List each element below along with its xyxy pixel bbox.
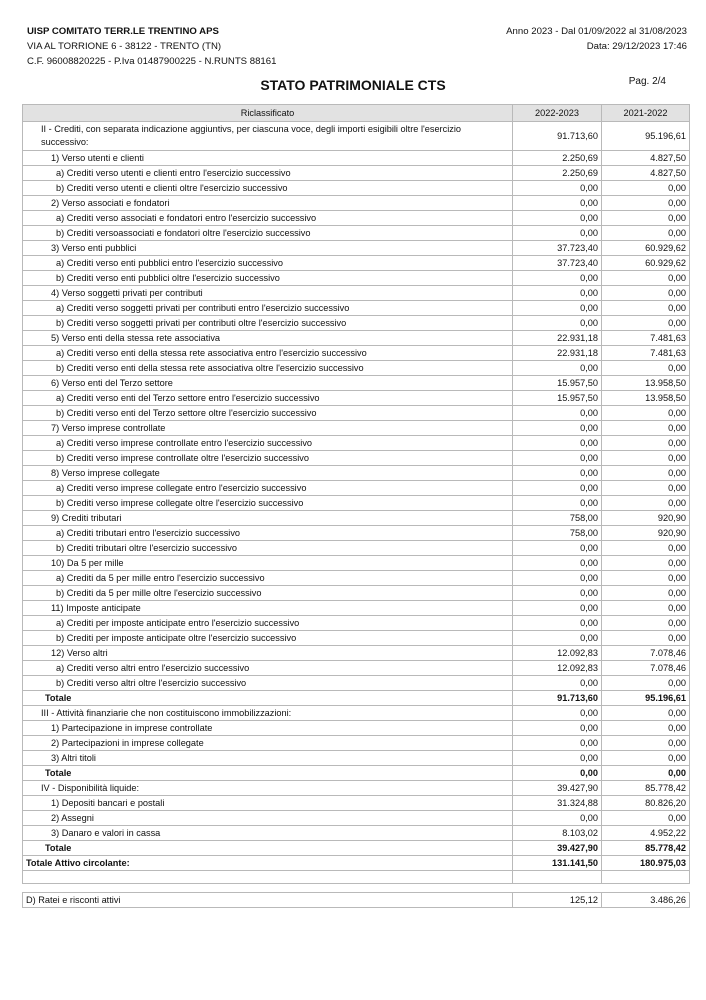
row-label: b) Crediti da 5 per mille oltre l'esercizio successivo xyxy=(23,586,513,601)
table-row xyxy=(23,721,690,736)
value-2022-2023: 758,00 xyxy=(513,511,602,526)
table-row xyxy=(23,286,690,301)
value-2021-2022: 0,00 xyxy=(602,601,690,616)
row-label xyxy=(23,884,513,893)
table-row xyxy=(23,496,690,511)
row-label: a) Crediti verso enti pubblici entro l'esercizio successivo xyxy=(23,256,513,271)
table-total-row xyxy=(23,691,690,706)
row-label: 4) Verso soggetti privati per contributi xyxy=(23,286,513,301)
value-2021-2022: 0,00 xyxy=(602,736,690,751)
value-2022-2023: 0,00 xyxy=(513,811,602,826)
table-row xyxy=(23,211,690,226)
row-label: b) Crediti verso imprese collegate oltre l'esercizio successivo xyxy=(23,496,513,511)
value-2021-2022: 0,00 xyxy=(602,196,690,211)
value-2022-2023: 39.427,90 xyxy=(513,841,602,856)
organization-name: UISP COMITATO TERR.LE TRENTINO APS xyxy=(27,26,219,37)
table-row xyxy=(23,796,690,811)
column-header-current-year: 2022-2023 xyxy=(513,105,602,122)
row-label: Totale xyxy=(23,841,513,856)
value-2022-2023: 0,00 xyxy=(513,271,602,286)
value-2022-2023: 22.931,18 xyxy=(513,346,602,361)
value-2022-2023: 0,00 xyxy=(513,481,602,496)
value-2022-2023: 0,00 xyxy=(513,436,602,451)
row-label: b) Crediti verso imprese controllate oltre l'esercizio successivo xyxy=(23,451,513,466)
row-label: b) Crediti verso soggetti privati per contributi oltre l'esercizio successivo xyxy=(23,316,513,331)
table-row xyxy=(23,331,690,346)
row-label: 5) Verso enti della stessa rete associativa xyxy=(23,331,513,346)
value-2022-2023: 37.723,40 xyxy=(513,241,602,256)
table-row xyxy=(23,241,690,256)
row-label: a) Crediti verso soggetti privati per contributi entro l'esercizio successivo xyxy=(23,301,513,316)
value-2021-2022: 0,00 xyxy=(602,571,690,586)
value-2021-2022: 0,00 xyxy=(602,496,690,511)
value-2022-2023: 22.931,18 xyxy=(513,331,602,346)
value-2022-2023: 31.324,88 xyxy=(513,796,602,811)
row-label: Totale Attivo circolante: xyxy=(23,856,513,871)
value-2021-2022 xyxy=(602,884,690,893)
table-total-row xyxy=(23,766,690,781)
row-label: 2) Verso associati e fondatori xyxy=(23,196,513,211)
table-header-row xyxy=(23,105,690,122)
value-2022-2023: 12.092,83 xyxy=(513,646,602,661)
row-label: II - Crediti, con separata indicazione aggiuntivs, per ciascuna voce, degli importi esigibili oltre l'esercizio successivo: xyxy=(23,122,513,151)
value-2022-2023: 0,00 xyxy=(513,571,602,586)
table-row xyxy=(23,346,690,361)
organization-header xyxy=(27,24,276,69)
row-label: 8) Verso imprese collegate xyxy=(23,466,513,481)
row-label: a) Crediti verso utenti e clienti entro l'esercizio successivo xyxy=(23,166,513,181)
row-label: a) Crediti tributari entro l'esercizio successivo xyxy=(23,526,513,541)
value-2021-2022: 0,00 xyxy=(602,811,690,826)
table-row xyxy=(23,631,690,646)
value-2022-2023: 0,00 xyxy=(513,631,602,646)
row-label: a) Crediti da 5 per mille entro l'esercizio successivo xyxy=(23,571,513,586)
value-2021-2022: 0,00 xyxy=(602,721,690,736)
table-row xyxy=(23,884,690,893)
value-2022-2023: 0,00 xyxy=(513,316,602,331)
table-row xyxy=(23,421,690,436)
row-label: 3) Danaro e valori in cassa xyxy=(23,826,513,841)
row-label: a) Crediti verso associati e fondatori entro l'esercizio successivo xyxy=(23,211,513,226)
report-date: Data: 29/12/2023 17:46 xyxy=(586,41,687,52)
table-row xyxy=(23,571,690,586)
table-row xyxy=(23,586,690,601)
value-2021-2022: 0,00 xyxy=(602,286,690,301)
value-2021-2022: 0,00 xyxy=(602,766,690,781)
value-2022-2023: 0,00 xyxy=(513,586,602,601)
row-label: b) Crediti verso altri oltre l'esercizio successivo xyxy=(23,676,513,691)
value-2022-2023: 0,00 xyxy=(513,766,602,781)
table-row xyxy=(23,676,690,691)
table-row xyxy=(23,661,690,676)
value-2021-2022: 0,00 xyxy=(602,586,690,601)
page-number: Pag. 2/4 xyxy=(628,76,666,87)
table-row xyxy=(23,316,690,331)
value-2021-2022: 85.778,42 xyxy=(602,841,690,856)
row-label: b) Crediti verso enti pubblici oltre l'esercizio successivo xyxy=(23,271,513,286)
value-2022-2023: 2.250,69 xyxy=(513,166,602,181)
value-2021-2022: 13.958,50 xyxy=(602,376,690,391)
row-label: 3) Altri titoli xyxy=(23,751,513,766)
table-row xyxy=(23,451,690,466)
row-label: a) Crediti per imposte anticipate entro l'esercizio successivo xyxy=(23,616,513,631)
value-2022-2023: 0,00 xyxy=(513,181,602,196)
row-label: IV - Disponibilità liquide: xyxy=(23,781,513,796)
table-row xyxy=(23,736,690,751)
table-row xyxy=(23,271,690,286)
value-2021-2022: 0,00 xyxy=(602,466,690,481)
table-row xyxy=(23,811,690,826)
value-2022-2023: 91.713,60 xyxy=(513,691,602,706)
value-2022-2023: 15.957,50 xyxy=(513,391,602,406)
value-2022-2023 xyxy=(513,884,602,893)
row-label: b) Crediti per imposte anticipate oltre l'esercizio successivo xyxy=(23,631,513,646)
row-label xyxy=(23,871,513,884)
table-row xyxy=(23,376,690,391)
value-2021-2022: 0,00 xyxy=(602,211,690,226)
row-label: 2) Assegni xyxy=(23,811,513,826)
table-row xyxy=(23,481,690,496)
table-row xyxy=(23,871,690,884)
row-label: 1) Verso utenti e clienti xyxy=(23,151,513,166)
row-label: b) Crediti verso enti della stessa rete associativa oltre l'esercizio successivo xyxy=(23,361,513,376)
row-label: 7) Verso imprese controllate xyxy=(23,421,513,436)
value-2022-2023: 2.250,69 xyxy=(513,151,602,166)
value-2022-2023: 0,00 xyxy=(513,601,602,616)
row-label: III - Attività finanziarie che non costituiscono immobilizzazioni: xyxy=(23,706,513,721)
value-2021-2022: 0,00 xyxy=(602,616,690,631)
row-label: 2) Partecipazioni in imprese collegate xyxy=(23,736,513,751)
value-2022-2023: 0,00 xyxy=(513,556,602,571)
value-2022-2023: 0,00 xyxy=(513,406,602,421)
value-2022-2023: 0,00 xyxy=(513,451,602,466)
value-2021-2022: 0,00 xyxy=(602,556,690,571)
table-row xyxy=(23,751,690,766)
value-2022-2023: 0,00 xyxy=(513,286,602,301)
value-2021-2022: 0,00 xyxy=(602,706,690,721)
value-2022-2023: 0,00 xyxy=(513,421,602,436)
page-title: STATO PATRIMONIALE CTS xyxy=(260,77,446,93)
row-label: Totale xyxy=(23,766,513,781)
value-2021-2022: 3.486,26 xyxy=(602,893,690,908)
table-row xyxy=(23,196,690,211)
value-2021-2022: 0,00 xyxy=(602,181,690,196)
table-row xyxy=(23,706,690,721)
value-2021-2022: 7.078,46 xyxy=(602,646,690,661)
value-2022-2023: 0,00 xyxy=(513,301,602,316)
value-2021-2022: 0,00 xyxy=(602,451,690,466)
value-2022-2023: 0,00 xyxy=(513,466,602,481)
value-2021-2022: 0,00 xyxy=(602,406,690,421)
row-label: 11) Imposte anticipate xyxy=(23,601,513,616)
row-label: a) Crediti verso imprese collegate entro l'esercizio successivo xyxy=(23,481,513,496)
table-row xyxy=(23,301,690,316)
organization-address: VIA AL TORRIONE 6 - 38122 - TRENTO (TN) xyxy=(27,41,222,52)
table-row xyxy=(23,361,690,376)
value-2021-2022: 920,90 xyxy=(602,526,690,541)
row-label: b) Crediti verso utenti e clienti oltre l'esercizio successivo xyxy=(23,181,513,196)
table-total-row xyxy=(23,856,690,871)
value-2022-2023: 0,00 xyxy=(513,196,602,211)
row-label: 3) Verso enti pubblici xyxy=(23,241,513,256)
row-label: a) Crediti verso altri entro l'esercizio successivo xyxy=(23,661,513,676)
value-2021-2022: 0,00 xyxy=(602,676,690,691)
table-row xyxy=(23,556,690,571)
row-label: 1) Partecipazione in imprese controllate xyxy=(23,721,513,736)
row-label: 1) Depositi bancari e postali xyxy=(23,796,513,811)
value-2021-2022: 60.929,62 xyxy=(602,256,690,271)
row-label: a) Crediti verso enti del Terzo settore entro l'esercizio successivo xyxy=(23,391,513,406)
value-2021-2022: 95.196,61 xyxy=(602,122,690,151)
organization-fiscal-info: C.F. 96008820225 - P.Iva 01487900225 - N.RUNTS 88161 xyxy=(27,56,277,67)
table-row xyxy=(23,436,690,451)
table-row xyxy=(23,181,690,196)
value-2022-2023: 0,00 xyxy=(513,706,602,721)
row-label: 12) Verso altri xyxy=(23,646,513,661)
row-label: b) Crediti versoassociati e fondatori oltre l'esercizio successivo xyxy=(23,226,513,241)
report-period: Anno 2023 - Dal 01/09/2022 al 31/08/2023 xyxy=(506,26,687,37)
value-2021-2022: 85.778,42 xyxy=(602,781,690,796)
table-row xyxy=(23,511,690,526)
row-label: b) Crediti tributari oltre l'esercizio successivo xyxy=(23,541,513,556)
value-2022-2023: 0,00 xyxy=(513,721,602,736)
value-2021-2022: 920,90 xyxy=(602,511,690,526)
value-2021-2022: 0,00 xyxy=(602,301,690,316)
table-row xyxy=(23,826,690,841)
table-row xyxy=(23,601,690,616)
table-row xyxy=(23,541,690,556)
table-row xyxy=(23,893,690,908)
value-2022-2023: 0,00 xyxy=(513,361,602,376)
value-2022-2023 xyxy=(513,871,602,884)
value-2022-2023: 0,00 xyxy=(513,226,602,241)
value-2021-2022: 95.196,61 xyxy=(602,691,690,706)
table-row xyxy=(23,526,690,541)
table-row xyxy=(23,256,690,271)
value-2022-2023: 15.957,50 xyxy=(513,376,602,391)
value-2021-2022: 80.826,20 xyxy=(602,796,690,811)
value-2021-2022: 0,00 xyxy=(602,481,690,496)
value-2021-2022 xyxy=(602,871,690,884)
report-meta xyxy=(506,24,687,54)
row-label: 10) Da 5 per mille xyxy=(23,556,513,571)
value-2021-2022: 0,00 xyxy=(602,271,690,286)
value-2022-2023: 0,00 xyxy=(513,751,602,766)
table-row xyxy=(23,466,690,481)
value-2021-2022: 7.481,63 xyxy=(602,346,690,361)
value-2022-2023: 758,00 xyxy=(513,526,602,541)
value-2022-2023: 12.092,83 xyxy=(513,661,602,676)
value-2021-2022: 0,00 xyxy=(602,751,690,766)
row-label: a) Crediti verso imprese controllate entro l'esercizio successivo xyxy=(23,436,513,451)
value-2021-2022: 4.827,50 xyxy=(602,151,690,166)
value-2021-2022: 4.827,50 xyxy=(602,166,690,181)
table-row xyxy=(23,166,690,181)
value-2022-2023: 0,00 xyxy=(513,676,602,691)
value-2022-2023: 0,00 xyxy=(513,616,602,631)
value-2021-2022: 0,00 xyxy=(602,316,690,331)
value-2021-2022: 4.952,22 xyxy=(602,826,690,841)
value-2022-2023: 131.141,50 xyxy=(513,856,602,871)
value-2021-2022: 0,00 xyxy=(602,421,690,436)
value-2022-2023: 0,00 xyxy=(513,736,602,751)
value-2022-2023: 37.723,40 xyxy=(513,256,602,271)
row-label: b) Crediti verso enti del Terzo settore oltre l'esercizio successivo xyxy=(23,406,513,421)
value-2022-2023: 0,00 xyxy=(513,541,602,556)
table-row xyxy=(23,122,690,151)
row-label: D) Ratei e risconti attivi xyxy=(23,893,513,908)
value-2021-2022: 7.481,63 xyxy=(602,331,690,346)
table-body xyxy=(23,122,690,908)
table-row xyxy=(23,391,690,406)
value-2021-2022: 0,00 xyxy=(602,436,690,451)
table-row xyxy=(23,406,690,421)
value-2021-2022: 0,00 xyxy=(602,541,690,556)
value-2021-2022: 0,00 xyxy=(602,361,690,376)
value-2022-2023: 91.713,60 xyxy=(513,122,602,151)
table-row xyxy=(23,226,690,241)
column-header-previous-year: 2021-2022 xyxy=(602,105,690,122)
column-header-description: Riclassificato xyxy=(23,105,513,122)
row-label: a) Crediti verso enti della stessa rete associativa entro l'esercizio successivo xyxy=(23,346,513,361)
value-2022-2023: 39.427,90 xyxy=(513,781,602,796)
value-2021-2022: 180.975,03 xyxy=(602,856,690,871)
table-row xyxy=(23,646,690,661)
table-row xyxy=(23,781,690,796)
row-label: Totale xyxy=(23,691,513,706)
value-2021-2022: 7.078,46 xyxy=(602,661,690,676)
row-label: 6) Verso enti del Terzo settore xyxy=(23,376,513,391)
table-total-row xyxy=(23,841,690,856)
value-2021-2022: 13.958,50 xyxy=(602,391,690,406)
value-2022-2023: 0,00 xyxy=(513,211,602,226)
table-row xyxy=(23,151,690,166)
row-label: 9) Crediti tributari xyxy=(23,511,513,526)
value-2022-2023: 125,12 xyxy=(513,893,602,908)
value-2022-2023: 0,00 xyxy=(513,496,602,511)
value-2021-2022: 0,00 xyxy=(602,226,690,241)
balance-sheet-table xyxy=(22,104,690,908)
value-2022-2023: 8.103,02 xyxy=(513,826,602,841)
table-row xyxy=(23,616,690,631)
value-2021-2022: 0,00 xyxy=(602,631,690,646)
value-2021-2022: 60.929,62 xyxy=(602,241,690,256)
